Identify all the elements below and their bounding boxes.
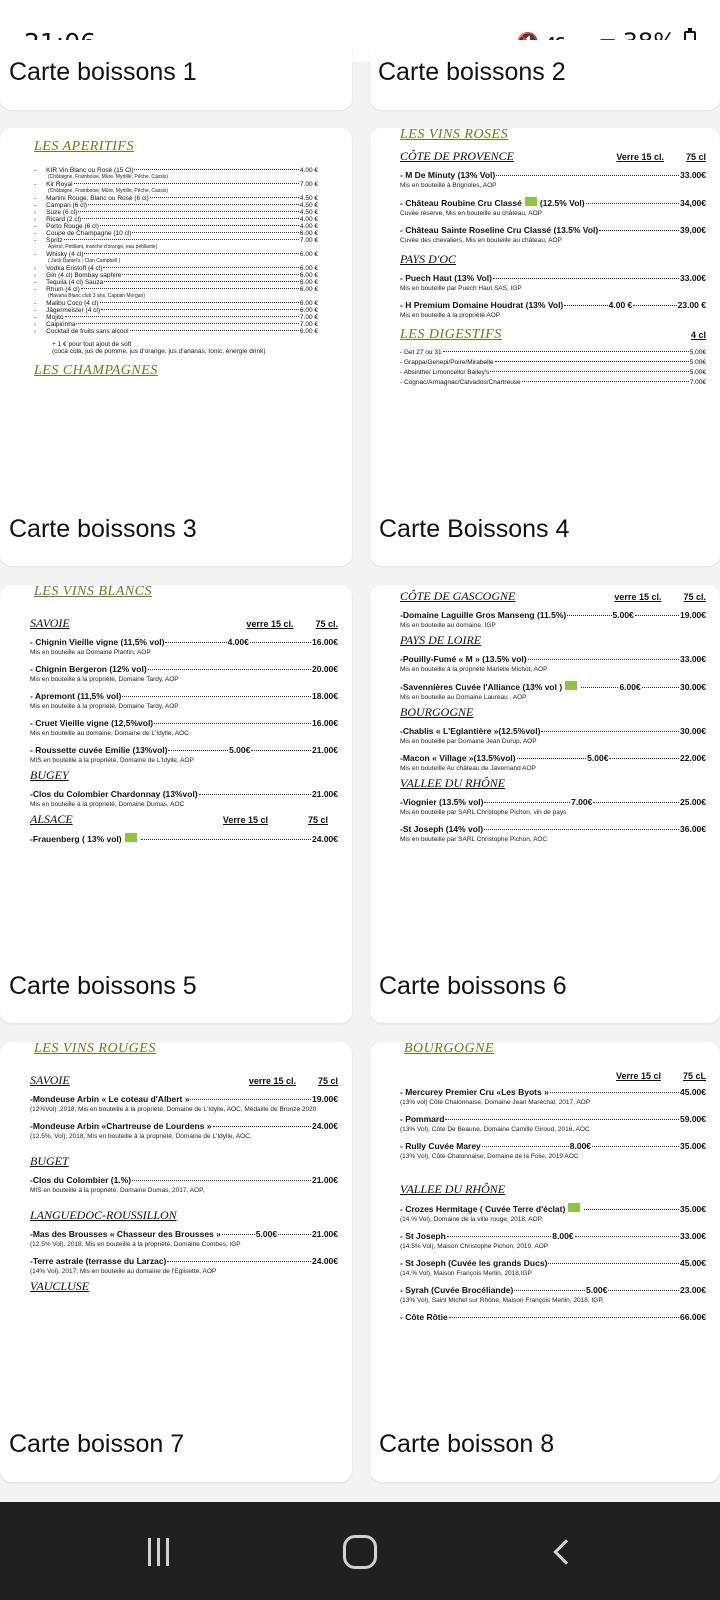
menu-note: (coca cola, jus de pomme, jus d'orange, jus d'ananas, tonic, énergie drink) <box>52 348 266 355</box>
item-description: (Châtaigne, Framboise, Mûre, Myrtille, Pêche, Cassis) <box>48 188 169 194</box>
column-header: Verre 15 cl <box>615 1071 661 1081</box>
item-description: (14% Vol), 2017, Mis en bouteille au domaine de l'Eglisette, AOP <box>30 1268 217 1275</box>
region-title: CÔTE DE GASCOGNE <box>400 589 516 603</box>
item-name: -Frauenberg ( 13% vol) <box>30 834 122 844</box>
card-title: Carte boissons 1 <box>9 58 197 86</box>
item-description: (14.5% Vol), Maison Christophe Pichon, 2019, AOP <box>400 1243 549 1250</box>
card-title: Carte boisson 7 <box>9 1430 185 1458</box>
bottle-price: 21.00€ <box>312 789 338 799</box>
glass-price: 5.00€ <box>255 1229 278 1239</box>
menu-card-5[interactable] <box>0 585 352 1023</box>
column-header: Verre 15 cl <box>222 814 268 825</box>
menu-sheet-preview <box>370 585 720 955</box>
menu-item-row <box>400 654 706 664</box>
item-description: (13% vol) Côte Chalonnaise, Domaine Jean Maréchal, 2017, AOP <box>400 1099 591 1106</box>
item-description: (12%Vol) ,2018, Mis en bouteille à la propriété, Domaine de L'Idylle, AOC, Médaille de Bronze 2020 <box>30 1106 317 1113</box>
item-description: Apérol, Pétillant, tranche d'orange, eau pétillante) <box>48 244 158 250</box>
bottle-price: 25.00€ <box>680 797 707 807</box>
bottle-price: 33.00€ <box>680 273 706 283</box>
bottle-price: 6.00 € <box>299 286 318 293</box>
back-icon <box>553 1539 578 1564</box>
leaf-icon <box>525 197 537 206</box>
bottle-price: 66.00€ <box>680 1312 706 1322</box>
menu-item-row <box>34 300 318 307</box>
section-title: LES APERITIFS <box>34 139 134 154</box>
item-name: - Rhum (4 cl) <box>34 286 80 293</box>
menu-item-row <box>400 681 706 692</box>
item-name: -Mas des Brousses « Chasseur des Brousses » <box>30 1229 221 1239</box>
bottle-price: 4.00 € <box>299 216 318 223</box>
glass-price: 4.00 € <box>608 300 633 310</box>
item-description: (Châtaigne, Framboise, Mûre, Myrtille, Pêche, Cassis) <box>48 174 169 180</box>
item-name: - Tequila (4 cl) Sauza <box>34 279 103 286</box>
section-title: BOURGOGNE <box>404 1042 495 1056</box>
menu-item-row <box>400 1114 706 1124</box>
bottle-price: 6.00 € <box>299 251 318 258</box>
item-name: -Savennières Cuvée l'Alliance (13% vol ) <box>400 682 563 692</box>
menu-item-row <box>400 797 706 807</box>
bottle-price: 4.50 € <box>299 209 318 216</box>
bottle-price: 23.00 € <box>677 300 706 310</box>
bottle-price: 4.00 € <box>299 167 318 174</box>
menu-item-row <box>30 745 338 755</box>
item-description: Mis en bouteille à la propriété AOP <box>400 312 501 319</box>
item-name: - Absinthe/ Limoncello/ Bailey's <box>400 369 490 376</box>
region-title: VALLEE DU RHÔNE <box>400 776 506 790</box>
item-name: -Mondeuse Arbin « Le coteau d'Albert » <box>30 1094 190 1104</box>
bottle-price: 5.00€ <box>689 359 706 366</box>
item-description: Mis en bouteille à la propriété Marielle Michot, AOP <box>400 666 548 673</box>
menu-item-row <box>34 314 318 321</box>
menu-card-3[interactable] <box>0 128 352 566</box>
card-title: Carte boissons 2 <box>378 58 566 86</box>
menu-item-row <box>30 664 338 674</box>
item-name: - Château Sainte Roseline Cru Classé (13.5% Vol) <box>400 225 599 235</box>
bottle-price: 6.00 € <box>299 272 318 279</box>
home-icon <box>343 1535 377 1569</box>
item-description: (14.% Vol), Maison François Merlin, 2018,IGP <box>400 1270 532 1277</box>
navigation-bar <box>0 1502 720 1600</box>
menu-item-row <box>400 1285 706 1295</box>
bottle-price: 35.00€ <box>680 1141 706 1151</box>
region-title: BOURGOGNE <box>400 705 474 719</box>
item-name: - Rully Cuvée Marey <box>400 1141 481 1151</box>
item-name: - H Premium Domaine Houdrat (13% Vol) <box>400 300 564 310</box>
menu-item-row <box>34 216 318 223</box>
item-description: Mis en bouteille par Puech Haut SAS, IGP <box>400 285 522 292</box>
section-title: LES DIGESTIFS <box>400 327 502 342</box>
column-header: 75 cl <box>307 814 328 825</box>
item-name: - Kir Royal <box>34 181 73 188</box>
menu-item-row <box>400 359 706 366</box>
bottle-price: 16.00€ <box>312 637 338 647</box>
menu-card-7[interactable] <box>0 1042 352 1482</box>
item-name: -Mondeuse Arbin «Chartreuse de Lourdens » <box>30 1121 212 1131</box>
menu-item-row <box>34 237 318 244</box>
item-extra: (12.5% Vol) <box>539 198 585 208</box>
item-description: Mis en bouteille Au château de Javernand AOP <box>400 765 536 772</box>
bottle-price: 45.00€ <box>680 1087 706 1097</box>
item-description: Mis en bouteille à la propriété, Domaine Tardy, AOP <box>30 676 179 683</box>
menu-item-row <box>400 349 706 356</box>
region-title: SAVOIE <box>30 616 70 630</box>
item-name: -Terre astrale (terrasse du Larzac) <box>30 1256 167 1266</box>
bottle-price: 7.00€ <box>689 379 706 386</box>
menu-item-row <box>400 1141 706 1151</box>
item-name: - Spritz <box>34 237 63 244</box>
glass-price: 6.00€ <box>619 682 641 692</box>
menu-item-row <box>34 230 318 237</box>
back-button[interactable] <box>532 1532 592 1572</box>
menu-item-row <box>34 328 318 335</box>
item-name: - Puech Haut (13% Vol) <box>400 273 492 283</box>
item-name: - Chignin Vieille vigne (11,5% vol) <box>30 637 165 647</box>
item-name: - Martini Rouge, Blanc ou Rosé (6 cl) <box>34 195 149 202</box>
bottle-price: 21.00€ <box>312 1229 338 1239</box>
bottle-price: 5.00€ <box>689 369 706 376</box>
menu-item-row <box>400 1258 706 1268</box>
item-description: Mis en bouteille au domaine, Domaine de L'Idylle, AOC <box>30 730 189 737</box>
bottle-price: 30.00€ <box>680 682 706 692</box>
column-header: Verre 15 cl. <box>616 151 664 162</box>
menu-sheet-preview <box>370 1042 720 1412</box>
region-title: BUGET <box>30 1154 69 1168</box>
item-name: - Whisky (4 cl) <box>34 251 83 258</box>
bottle-price: 33.00€ <box>680 654 706 664</box>
column-header: 4 cl <box>690 330 706 340</box>
bottle-price: 4.50 € <box>299 195 318 202</box>
column-header: 75 cL <box>682 1071 706 1081</box>
item-name: - Crozes Hermitage ( Cuvée Terre d'éclat) <box>400 1204 566 1214</box>
home-button[interactable] <box>330 1532 390 1572</box>
menu-item-row <box>34 307 318 314</box>
item-name: - Syrah (Cuvée Brocéliande) <box>400 1285 514 1295</box>
item-name: - Jägermeister (4 cl) <box>34 307 100 314</box>
bottle-price: 21.00€ <box>312 1175 338 1185</box>
menu-item-row <box>400 753 706 763</box>
leaf-icon <box>565 681 577 690</box>
glass-price: 8.00€ <box>552 1231 574 1241</box>
item-description: MIS en bouteille à la propriété, Domaine Dumas, 2017, AOP, <box>30 1187 205 1194</box>
item-description: Mis en bouteille par SARL Christophe Pichon, vin de pays <box>400 809 567 816</box>
item-name: - Château Roubine Cru Classé <box>400 198 522 208</box>
bottle-price: 6.00 € <box>299 307 318 314</box>
menu-item-row <box>400 824 706 834</box>
bottle-price: 21.00€ <box>312 745 338 755</box>
menu-sheet-preview <box>0 1042 352 1412</box>
card-title: Carte Boissons 4 <box>379 515 570 543</box>
menu-card-4[interactable] <box>370 128 720 566</box>
menu-item-row <box>400 300 706 310</box>
recent-apps-icon <box>148 1538 151 1566</box>
bottle-price: 35.00€ <box>680 1204 706 1214</box>
menu-card-6[interactable] <box>370 585 720 1023</box>
bottle-price: 20.00€ <box>312 664 338 674</box>
menu-card-2[interactable] <box>370 40 720 110</box>
item-description: (12.5% Vol), 2018, Mis en bouteille à la propriété, Domaine Combes, IGP <box>30 1241 241 1248</box>
bottle-price: 33.00€ <box>680 170 706 180</box>
menu-item-row <box>34 223 318 230</box>
column-header: verre 15 cl. <box>246 618 294 629</box>
bottle-price: 6.00 € <box>299 300 318 307</box>
menu-item-row <box>30 833 338 844</box>
menu-item-row <box>400 197 706 208</box>
item-name: - Coupe de Champagne (10 cl) <box>34 230 131 237</box>
menu-item-row <box>30 1121 338 1131</box>
menu-item-row <box>34 321 318 328</box>
bottle-price: 30.00€ <box>680 726 706 736</box>
menu-item-row <box>30 1229 338 1239</box>
item-description: Mis en bouteille par SARL Christophe Pichon, AOC <box>400 836 548 843</box>
item-name: - Apremont (11,5% vol) <box>30 691 122 701</box>
item-name: - Chignin Bergeron (12% vol) <box>30 664 147 674</box>
bottle-price: 5.00€ <box>689 349 706 356</box>
item-name: -Pouilly-Fumé « M » (13.5% vol) <box>400 654 527 664</box>
bottle-price: 34,00€ <box>680 198 706 208</box>
item-name: - Cruet Vieille vigne (12,5%vol) <box>30 718 154 728</box>
item-description: MIS en bouteille à la propriété, Domaine de L'Idylle, AOP <box>30 757 194 764</box>
item-name: - Côte Rôtie <box>400 1312 448 1322</box>
item-description: (Havana Blanc club 3 ans, Captain Morgan) <box>48 293 145 299</box>
bottle-price: 6.00 € <box>299 328 318 335</box>
item-name: -Chablis « L'Eglantière »(12.5%vol) <box>400 726 541 736</box>
bottle-price: 18.00€ <box>312 691 338 701</box>
item-name: - Roussette cuvée Emilie (13%vol) <box>30 745 168 755</box>
menu-item-row <box>400 1087 706 1097</box>
bottle-price: 59.00€ <box>680 1114 706 1124</box>
menu-item-row <box>34 195 318 202</box>
bottle-price: 7.00 € <box>299 237 318 244</box>
column-header: 75 cl <box>685 151 706 162</box>
bottle-price: 4.00 € <box>299 223 318 230</box>
menu-item-row <box>400 379 706 386</box>
region-title: PAYS D'OC <box>400 252 457 266</box>
bottle-price: 39,00€ <box>680 225 706 235</box>
menu-item-row <box>400 225 706 235</box>
item-name: -St Joseph (14% vol) <box>400 824 484 834</box>
menu-item-row <box>34 181 318 188</box>
bottle-price: 24.00€ <box>312 834 338 844</box>
menu-item-row <box>30 691 338 701</box>
region-title: VALLEE DU RHÔNE <box>400 1182 506 1196</box>
menu-card-1[interactable] <box>0 40 352 110</box>
section-title: LES VINS BLANCS <box>34 585 152 599</box>
leaf-icon <box>568 1203 580 1212</box>
item-name: - Cognac/Armagnac/Calvados/Chartreuse <box>400 379 521 386</box>
menu-item-row <box>34 202 318 209</box>
bottle-price: 16.00€ <box>312 718 338 728</box>
glass-price: 5.00€ <box>612 610 634 620</box>
menu-item-row <box>34 279 318 286</box>
section-title: LES VINS ROSES <box>400 128 509 142</box>
menu-item-row <box>400 170 706 180</box>
item-name: - Ricard (2 cl) <box>34 216 81 223</box>
region-title: SAVOIE <box>30 1073 70 1087</box>
bottle-price: 7.00 € <box>299 181 318 188</box>
menu-item-row <box>30 637 338 647</box>
item-name: -Domaine Laguille Gros Manseng (11.5%) <box>400 610 567 620</box>
item-name: -Macon « Village »(13.5%vol) <box>400 753 516 763</box>
item-description: Cuvée des chevaliers, Mis en bouteille au château, AOP <box>400 237 562 244</box>
column-header: verre 15 cl. <box>614 591 662 602</box>
menu-item-row <box>34 251 318 258</box>
bottle-price: 23.00€ <box>680 1285 706 1295</box>
menu-item-row <box>30 789 338 799</box>
item-description: ( Jack Daniel's ; Clan Campbell ) <box>48 258 121 264</box>
item-description: Mis en bouteille à Brignoles, AOP <box>400 182 497 189</box>
menu-note: + 1 € pour tout ajout de soft <box>52 341 132 348</box>
menu-item-row <box>400 726 706 736</box>
item-description: Mis en bouteille à la propriété, Domaine Tardy, AOP <box>30 703 179 710</box>
menu-item-row <box>400 610 706 620</box>
menu-item-row <box>30 1175 338 1185</box>
menu-sheet-preview <box>0 585 352 955</box>
item-description: Mis en bouteille par Domaine Jean Durup, AOP <box>400 738 537 745</box>
item-name: - St Joseph (Cuvée les grands Ducs) <box>400 1258 548 1268</box>
menu-item-row <box>34 265 318 272</box>
region-title: BUGEY <box>30 768 69 782</box>
bottle-price: 7.00 € <box>299 321 318 328</box>
item-name: - Get 27 ou 31 <box>400 349 442 356</box>
menu-item-row <box>34 167 318 174</box>
item-description: Mis en bouteille au domaine, IGP <box>400 622 496 629</box>
item-name: - St Joseph <box>400 1231 446 1241</box>
item-name: - Campari (6 cl) <box>34 202 87 209</box>
item-description: Cuvée réserve, Mis en bouteille au château, AOP <box>400 210 542 217</box>
column-header: verre 15 cl. <box>248 1075 296 1086</box>
bottle-price: 6.00 € <box>299 279 318 286</box>
bottle-price: 19.00€ <box>680 610 707 620</box>
card-title: Carte boissons 3 <box>9 515 197 543</box>
item-name: - Mojito <box>34 314 64 321</box>
region-title: LANGUEDOC-ROUSSILLON <box>30 1208 177 1222</box>
item-name: - Pommard <box>400 1114 445 1124</box>
glass-price: 5.00€ <box>587 753 609 763</box>
item-name: - Porto Rouge (6 cl) <box>34 223 99 230</box>
glass-price: 7.00€ <box>571 797 593 807</box>
item-name: - Malibu Coco (4 cl) <box>34 300 99 307</box>
bottle-price: 24.00€ <box>312 1121 338 1131</box>
menu-item-row <box>34 209 318 216</box>
card-title: Carte boissons 6 <box>379 972 567 1000</box>
bottle-price: 24.00€ <box>312 1256 338 1266</box>
item-description: (13% Vol), Saint Michel sur Rhône, Maison François Merlin, 2018, IGP, <box>400 1297 604 1304</box>
column-header: 75 cl <box>317 1075 338 1086</box>
item-description: Mis en bouteille au Domaine Laureau , AOP <box>400 694 527 701</box>
item-description: (13% Vol), Côte De Beaune, Domaine Camille Giroud, 2016, AOC <box>400 1126 590 1133</box>
item-name: - M De Minuty (13% Vol) <box>400 170 496 180</box>
item-name: -Viognier (13.5% vol) <box>400 797 484 807</box>
region-title: VAUCLUSE <box>30 1279 90 1293</box>
bottle-price: 45.00€ <box>680 1258 706 1268</box>
item-name: - Grappa/Genepi/Poire/Mirabelle <box>400 359 494 366</box>
bottle-price: 33.00€ <box>680 1231 706 1241</box>
glass-price: 5.00€ <box>586 1285 608 1295</box>
menu-item-row <box>30 1256 338 1266</box>
menu-item-row <box>400 1312 706 1322</box>
menu-item-row <box>30 718 338 728</box>
menu-item-row <box>400 273 706 283</box>
item-name: -Clos du Colombier (1.%) <box>30 1175 132 1185</box>
menu-card-8[interactable] <box>370 1042 720 1482</box>
menu-item-row <box>34 272 318 279</box>
item-description: (13% Vol), Côte Chalonnaise, Domaine de la Folie, 2019 AOC <box>400 1153 579 1160</box>
column-header: 75 cl. <box>683 591 706 602</box>
item-name: -Clos du Colombier Chardonnay (13%vol) <box>30 789 198 799</box>
menu-sheet-preview <box>0 128 352 498</box>
column-header: 75 cl. <box>315 618 338 629</box>
item-description: Mis en bouteille au Domaine Plantin, AOP <box>30 649 151 656</box>
menu-item-row <box>400 369 706 376</box>
glass-price: 4.00€ <box>227 637 249 647</box>
bottle-price: 6.00 € <box>299 230 318 237</box>
bottle-price: 22.00€ <box>680 753 706 763</box>
item-description: (14.% Vol), Domaine de la ville rouge, 2018, AOP, <box>400 1216 543 1223</box>
glass-price: 8.00€ <box>569 1141 592 1151</box>
menu-item-row <box>30 1094 338 1104</box>
bottle-price: 6.00 € <box>299 265 318 272</box>
item-name: - Caipirinha <box>34 321 75 328</box>
item-name: - Vodka Eristoff (4 cl) <box>34 265 102 272</box>
item-name: - Gin (4 cl) Bombay saphire <box>34 272 121 279</box>
glass-price: 5.00€ <box>229 745 251 755</box>
item-name: - Cocktail de fruits sans alcool <box>34 328 129 335</box>
region-title: CÔTE DE PROVENCE <box>400 149 514 163</box>
card-title: Carte boissons 5 <box>9 972 197 1000</box>
item-name: - Suze (6 cl) <box>34 209 77 216</box>
region-title: PAYS DE LOIRE <box>400 633 482 647</box>
bottle-price: 36.00€ <box>680 824 706 834</box>
leaf-icon <box>125 833 137 842</box>
item-name: - KIR Vin Blanc ou Rosé (15 Cl) <box>34 167 133 174</box>
bottle-price: 7.00 € <box>299 314 318 321</box>
card-title: Carte boisson 8 <box>379 1430 555 1458</box>
bottle-price: 19.00€ <box>312 1094 338 1104</box>
section-title: LES VINS ROUGES <box>34 1042 156 1056</box>
menu-sheet-preview <box>370 128 720 498</box>
item-description: Mis en bouteille à la propriété, Domaine Dumas, AOC <box>30 801 185 808</box>
menu-item-row <box>34 286 318 293</box>
menu-item-row <box>400 1203 706 1214</box>
item-name: - Mercurey Premier Cru «Les Byots » <box>400 1087 549 1097</box>
recent-apps-button[interactable] <box>128 1532 188 1572</box>
item-description: (12.5%. Vol), 2018, Mis en bouteille à la propriété, Domaine de L'Idylle, AOC, <box>30 1133 252 1140</box>
bottle-price: 4.50 € <box>299 202 318 209</box>
menu-item-row <box>400 1231 706 1241</box>
section-title: LES CHAMPAGNES <box>34 363 158 378</box>
region-title: ALSACE <box>30 812 73 826</box>
